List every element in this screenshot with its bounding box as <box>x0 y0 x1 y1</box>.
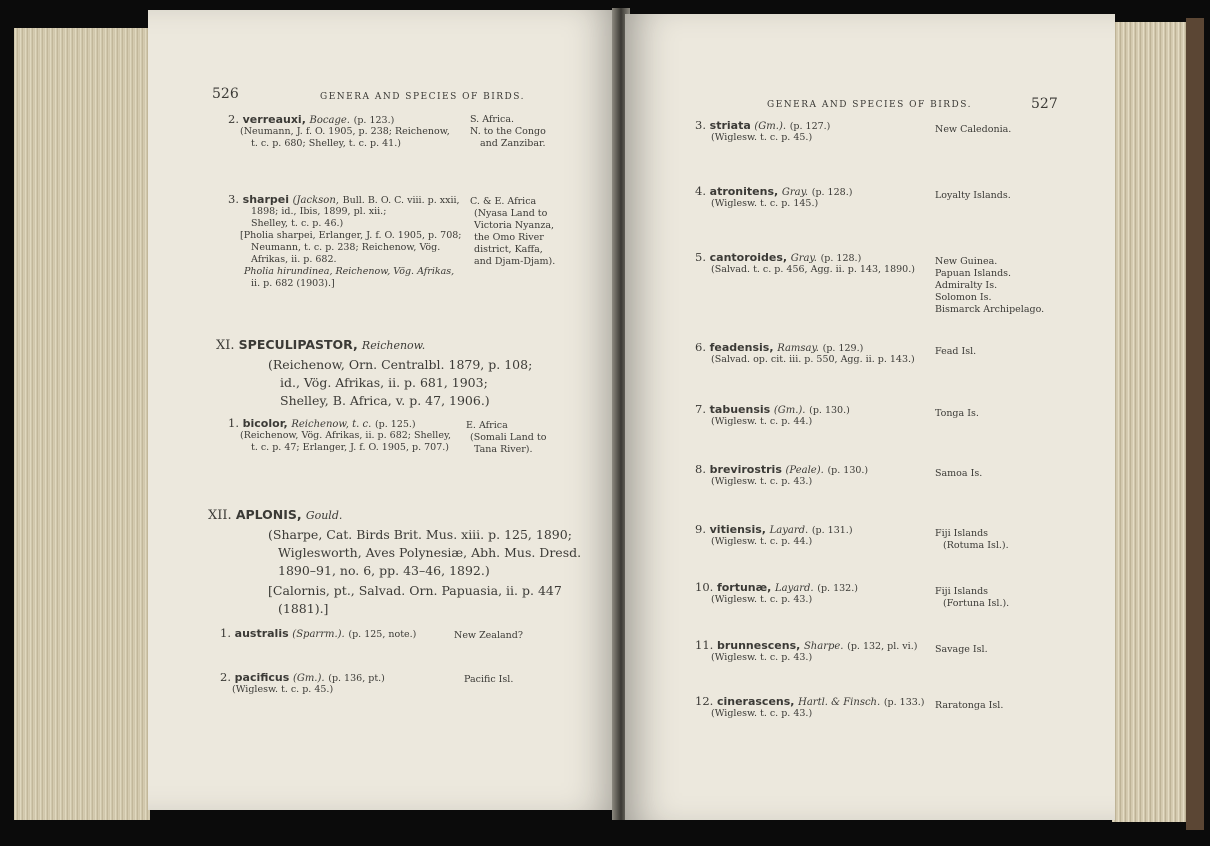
book-cover-edge <box>1186 18 1204 830</box>
species-name: striata <box>709 119 751 132</box>
locality: New Guinea. <box>935 256 998 267</box>
locality: Raratonga Isl. <box>935 700 1004 711</box>
reference-line: (Wiglesw. t. c. p. 43.) <box>711 708 813 719</box>
genus-heading: XII. APLONIS, Gould. <box>208 507 343 523</box>
species-entry: 1. australis (Sparrm.). (p. 125, note.) <box>220 626 417 640</box>
left-page-edges <box>14 28 150 820</box>
species-name: cantoroides, <box>709 251 788 264</box>
reference-line: (Wiglesw. t. c. p. 45.) <box>711 132 813 143</box>
species-entry: 2. verreauxi, Bocage. (p. 123.) <box>228 112 395 126</box>
species-name: fortunæ, <box>716 581 772 594</box>
species-name: australis <box>234 627 289 640</box>
genus-reference: (1881).] <box>278 601 329 616</box>
locality: C. & E. Africa <box>470 196 537 207</box>
species-name: verreauxi, <box>242 113 306 126</box>
locality: Savage Isl. <box>935 644 988 655</box>
species-entry: 1. bicolor, Reichenow, t. c. (p. 125.) <box>228 416 416 430</box>
page-number: 526 <box>212 86 239 102</box>
species-entry: 12. cinerascens, Hartl. & Finsch. (p. 133.) <box>695 694 925 708</box>
genus-reference: 1890–91, no. 6, pp. 43–46, 1892.) <box>278 563 490 578</box>
locality: Fead Isl. <box>935 346 977 357</box>
page-number: 527 <box>1031 96 1058 112</box>
species-name: bicolor, <box>242 417 288 430</box>
reference-line: [Pholia sharpei, Erlanger, J. f. O. 1905, p. 708; <box>240 230 462 241</box>
species-entry: 5. cantoroides, Gray. (p. 128.) <box>695 250 862 264</box>
locality: (Nyasa Land to <box>474 208 548 219</box>
species-entry: 3. sharpei (Jackson, Bull. B. O. C. viii. p. xxii, <box>228 192 460 206</box>
locality: the Omo River <box>474 232 544 243</box>
species-entry: 2. pacificus (Gm.). (p. 136, pt.) <box>220 670 385 684</box>
reference-line: (Wiglesw. t. c. p. 44.) <box>711 416 813 427</box>
locality: Solomon Is. <box>935 292 992 303</box>
locality: (Rotuma Isl.). <box>943 540 1009 551</box>
species-entry: 7. tabuensis (Gm.). (p. 130.) <box>695 402 850 416</box>
locality: N. to the Congo <box>470 126 546 137</box>
species-name: pacificus <box>234 671 290 684</box>
species-entry: 8. brevirostris (Peale). (p. 130.) <box>695 462 869 476</box>
reference-line: (Wiglesw. t. c. p. 43.) <box>711 594 813 605</box>
reference-line: (Reichenow, Vög. Afrikas, ii. p. 682; Shelley, <box>240 430 452 441</box>
species-name: brunnescens, <box>716 639 801 652</box>
reference-line: (Wiglesw. t. c. p. 45.) <box>232 684 334 695</box>
species-name: feadensis, <box>709 341 774 354</box>
left-page <box>148 10 618 810</box>
species-name: cinerascens, <box>716 695 795 708</box>
genus-reference: Shelley, B. Africa, v. p. 47, 1906.) <box>280 393 490 408</box>
running-header: GENERA AND SPECIES OF BIRDS. <box>320 92 525 102</box>
right-page <box>625 14 1115 820</box>
locality: (Fortuna Isl.). <box>943 598 1010 609</box>
reference-line: Neumann, t. c. p. 238; Reichenow, Vög. <box>251 242 441 253</box>
locality: E. Africa <box>466 420 508 431</box>
genus-reference: (Sharpe, Cat. Birds Brit. Mus. xiii. p. 125, 1890; <box>268 527 572 542</box>
locality: Fiji Islands <box>935 528 989 539</box>
locality: Samoa Is. <box>935 468 983 479</box>
reference-line: (Salvad. op. cit. iii. p. 550, Agg. ii. p. 143.) <box>711 354 915 365</box>
species-entry: 6. feadensis, Ramsay. (p. 129.) <box>695 340 864 354</box>
species-name: brevirostris <box>709 463 782 476</box>
locality: Tonga Is. <box>935 408 979 419</box>
genus-reference: [Calornis, pt., Salvad. Orn. Papuasia, ii. p. 447 <box>268 583 562 598</box>
locality: and Djam-Djam). <box>474 256 556 267</box>
reference-line: (Wiglesw. t. c. p. 43.) <box>711 476 813 487</box>
locality: Loyalty Islands. <box>935 190 1011 201</box>
reference-line: t. c. p. 47; Erlanger, J. f. O. 1905, p. 707.) <box>251 442 449 453</box>
running-header: GENERA AND SPECIES OF BIRDS. <box>767 100 972 110</box>
locality: Tana River). <box>474 444 533 455</box>
reference-line: (Wiglesw. t. c. p. 43.) <box>711 652 813 663</box>
genus-heading: XI. SPECULIPASTOR, Reichenow. <box>216 337 426 353</box>
reference-line: (Salvad. t. c. p. 456, Agg. ii. p. 143, 1890.) <box>711 264 915 275</box>
locality: Victoria Nyanza, <box>474 220 555 231</box>
species-entry: 10. fortunæ, Layard. (p. 132.) <box>695 580 858 594</box>
reference-line: t. c. p. 680; Shelley, t. c. p. 41.) <box>251 138 401 149</box>
reference-line: (Neumann, J. f. O. 1905, p. 238; Reichenow, <box>240 126 450 137</box>
locality: Pacific Isl. <box>464 674 514 685</box>
locality: Admiralty Is. <box>935 280 998 291</box>
locality: (Somali Land to <box>470 432 547 443</box>
species-name: tabuensis <box>709 403 771 416</box>
species-entry: 4. atronitens, Gray. (p. 128.) <box>695 184 853 198</box>
reference-line: Pholia hirundinea, Reichenow, Vög. Afrikas, <box>244 266 455 277</box>
reference-line: Afrikas, ii. p. 682. <box>251 254 337 265</box>
locality: Papuan Islands. <box>935 268 1012 279</box>
species-name: atronitens, <box>709 185 779 198</box>
reference-line: Shelley, t. c. p. 46.) <box>251 218 344 229</box>
locality: Fiji Islands <box>935 586 989 597</box>
locality: S. Africa. <box>470 114 515 125</box>
species-entry: 3. striata (Gm.). (p. 127.) <box>695 118 831 132</box>
locality: district, Kaffa, <box>474 244 543 255</box>
reference-line: (Wiglesw. t. c. p. 145.) <box>711 198 819 209</box>
genus-reference: (Reichenow, Orn. Centralbl. 1879, p. 108; <box>268 357 533 372</box>
species-entry: 9. vitiensis, Layard. (p. 131.) <box>695 522 853 536</box>
reference-line: ii. p. 682 (1903).] <box>251 278 335 289</box>
species-entry: 11. brunnescens, Sharpe. (p. 132, pl. vi.) <box>695 638 918 652</box>
species-name: sharpei <box>242 193 289 206</box>
genus-reference: Wiglesworth, Aves Polynesiæ, Abh. Mus. Dresd. <box>278 545 582 560</box>
locality: New Caledonia. <box>935 124 1012 135</box>
genus-reference: id., Vög. Afrikas, ii. p. 681, 1903; <box>280 375 488 390</box>
right-page-edges <box>1112 22 1194 822</box>
locality: New Zealand? <box>454 630 523 641</box>
locality: and Zanzibar. <box>480 138 546 149</box>
species-name: vitiensis, <box>709 523 766 536</box>
locality: Bismarck Archipelago. <box>935 304 1045 315</box>
reference-line: (Wiglesw. t. c. p. 44.) <box>711 536 813 547</box>
reference-line: 1898; id., Ibis, 1899, pl. xii.; <box>251 206 387 217</box>
